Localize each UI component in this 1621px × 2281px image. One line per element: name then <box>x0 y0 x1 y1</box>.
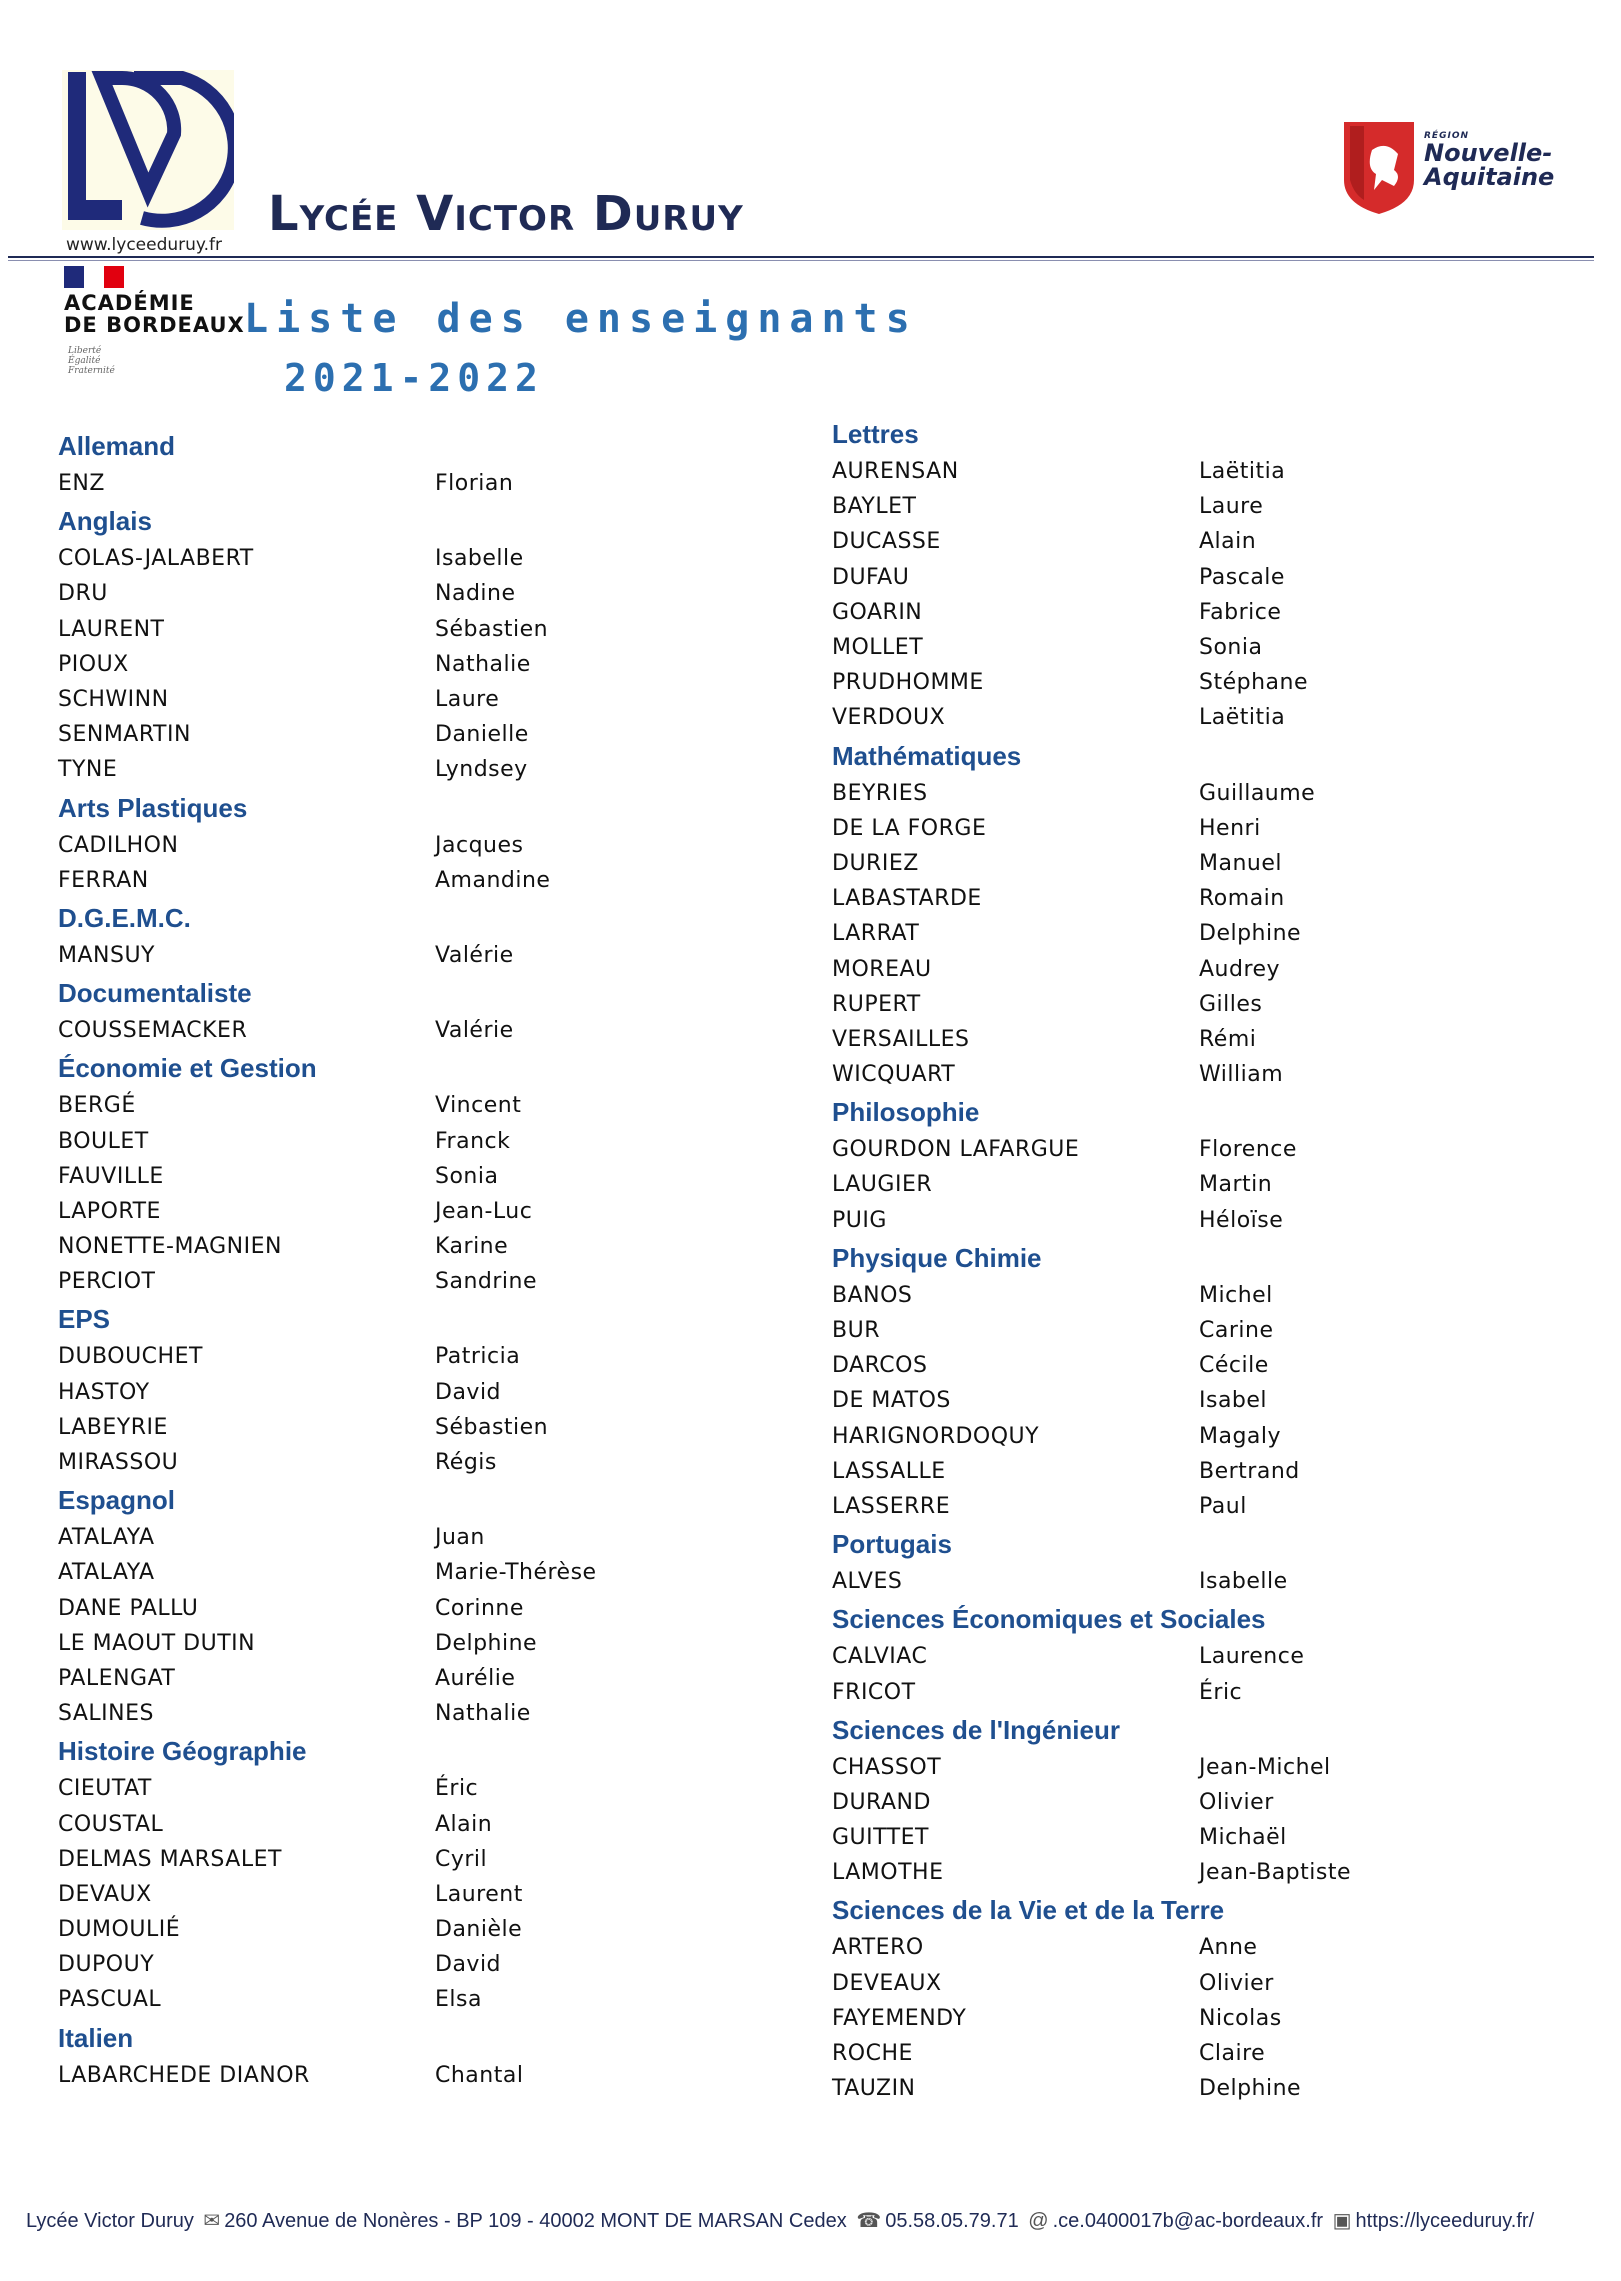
teacher-first-name: Delphine <box>1199 2076 1302 2102</box>
marianne-flag-icon <box>64 266 124 288</box>
teacher-first-name: Jean-Baptiste <box>1199 1860 1352 1886</box>
teacher-row <box>832 1313 1552 1348</box>
devise-line: Liberté <box>68 346 102 356</box>
teacher-row <box>832 1348 1552 1383</box>
teacher-first-name: Valérie <box>435 1018 514 1044</box>
teacher-row <box>832 776 1552 811</box>
teacher-first-name: William <box>1199 1062 1284 1088</box>
teacher-last-name: ALVES <box>832 1569 903 1595</box>
teacher-last-name: DE MATOS <box>832 1388 951 1414</box>
document-title: Liste des enseignants <box>244 296 918 342</box>
teacher-row <box>832 881 1552 916</box>
teacher-row <box>58 1771 778 1806</box>
subject-heading: Documentaliste <box>58 978 252 1009</box>
teacher-row <box>832 1639 1552 1674</box>
teacher-first-name: Patricia <box>435 1344 521 1370</box>
teacher-last-name: DURIEZ <box>832 850 919 876</box>
teacher-first-name: Olivier <box>1199 1970 1274 1996</box>
teacher-first-name: Rémi <box>1199 1026 1257 1052</box>
subject-heading: Arts Plastiques <box>58 792 248 823</box>
teacher-last-name: DE LA FORGE <box>832 815 987 841</box>
footer <box>26 2208 1534 2233</box>
teacher-first-name: Isabel <box>1199 1388 1268 1414</box>
teacher-first-name: Laëtitia <box>1199 705 1286 731</box>
teacher-last-name: CHASSOT <box>832 1754 942 1780</box>
subject-heading: Sciences de la Vie et de la Terre <box>832 1895 1225 1926</box>
teacher-last-name: DUBOUCHET <box>58 1344 203 1370</box>
teacher-last-name: DANE PALLU <box>58 1595 199 1621</box>
teacher-row <box>832 560 1552 595</box>
teacher-row <box>832 2001 1552 2036</box>
teacher-row <box>832 1167 1552 1202</box>
teacher-first-name: Delphine <box>435 1630 538 1656</box>
teacher-row <box>832 1057 1552 1092</box>
teacher-row <box>832 454 1552 489</box>
teacher-row <box>832 1750 1552 1785</box>
teacher-row <box>58 1088 778 1123</box>
teacher-row <box>832 595 1552 630</box>
teacher-first-name: Pascale <box>1199 564 1285 590</box>
academie-line-2: DE BORDEAUX <box>64 313 245 337</box>
teacher-first-name: Juan <box>435 1525 485 1551</box>
teacher-first-name: Corinne <box>435 1595 524 1621</box>
academie-name <box>64 292 245 336</box>
teacher-last-name: PERCIOT <box>58 1269 156 1295</box>
phone-icon: ☎ <box>856 2210 882 2232</box>
teacher-row <box>832 665 1552 700</box>
teacher-first-name: Héloïse <box>1199 1207 1284 1233</box>
teacher-row <box>832 1454 1552 1489</box>
teacher-last-name: FAUVILLE <box>58 1163 164 1189</box>
teacher-first-name: Cyril <box>435 1846 488 1872</box>
teacher-row <box>58 1806 778 1841</box>
teacher-last-name: CADILHON <box>58 832 179 858</box>
teacher-first-name: Cécile <box>1199 1353 1269 1379</box>
teacher-last-name: GOARIN <box>832 599 923 625</box>
teacher-first-name: Sébastien <box>435 1414 549 1440</box>
teacher-first-name: Laurent <box>435 1881 523 1907</box>
teacher-last-name: LAMOTHE <box>832 1860 944 1886</box>
subject-heading: D.G.E.M.C. <box>58 902 191 933</box>
teacher-row <box>832 1855 1552 1890</box>
teacher-row <box>58 863 778 898</box>
teacher-row <box>58 1982 778 2017</box>
teacher-last-name: LABARCHEDE DIANOR <box>58 2062 310 2088</box>
teacher-last-name: AURENSAN <box>832 459 959 485</box>
teacher-row <box>832 1930 1552 1965</box>
teacher-last-name: LE MAOUT DUTIN <box>58 1630 256 1656</box>
teacher-row <box>832 1203 1552 1238</box>
teacher-first-name: Claire <box>1199 2041 1266 2067</box>
teacher-row <box>58 1842 778 1877</box>
teacher-row <box>58 1339 778 1374</box>
teacher-row <box>58 1375 778 1410</box>
teacher-last-name: GOURDON LAFARGUE <box>832 1137 1080 1163</box>
teacher-last-name: FRICOT <box>832 1679 916 1705</box>
teacher-first-name: Régis <box>435 1450 497 1476</box>
footer-phone: 05.58.05.79.71 <box>885 2210 1019 2232</box>
teacher-row <box>58 1159 778 1194</box>
teacher-first-name: Danielle <box>435 722 529 748</box>
teacher-first-name: Carine <box>1199 1318 1274 1344</box>
teacher-first-name: Éric <box>435 1776 479 1802</box>
teacher-row <box>58 2058 778 2093</box>
teacher-row <box>58 682 778 717</box>
teacher-row <box>58 828 778 863</box>
teacher-first-name: Bertrand <box>1199 1458 1300 1484</box>
teacher-first-name: Nicolas <box>1199 2005 1282 2031</box>
teacher-last-name: DEVEAUX <box>832 1970 942 1996</box>
region-name-2: Aquitaine <box>1424 163 1555 191</box>
teacher-last-name: WICQUART <box>832 1062 956 1088</box>
teacher-last-name: VERDOUX <box>832 705 946 731</box>
subject-heading: EPS <box>58 1304 111 1335</box>
subject-heading: Portugais <box>832 1529 952 1560</box>
header-rule-thin <box>8 260 1594 261</box>
teacher-row <box>58 612 778 647</box>
teacher-row <box>832 846 1552 881</box>
teacher-first-name: Audrey <box>1199 956 1281 982</box>
teacher-first-name: Sonia <box>435 1163 499 1189</box>
teacher-first-name: Valérie <box>435 942 514 968</box>
teacher-last-name: DEVAUX <box>58 1881 152 1907</box>
teacher-row <box>832 951 1552 986</box>
teacher-first-name: Danièle <box>435 1917 523 1943</box>
teacher-last-name: LABASTARDE <box>832 886 982 912</box>
lycee-logo <box>62 70 234 230</box>
teacher-last-name: SCHWINN <box>58 687 169 713</box>
at-icon: @ <box>1028 2210 1049 2232</box>
left-column <box>58 426 778 2093</box>
teacher-last-name: ARTERO <box>832 1935 924 1961</box>
teacher-last-name: VERSAILLES <box>832 1026 970 1052</box>
teacher-first-name: Isabelle <box>435 546 524 572</box>
teacher-last-name: DUMOULIÉ <box>58 1917 181 1943</box>
teacher-first-name: Lyndsey <box>435 757 528 783</box>
teacher-first-name: Michel <box>1199 1282 1273 1308</box>
teacher-first-name: Magaly <box>1199 1423 1282 1449</box>
teacher-row <box>832 1820 1552 1855</box>
footer-address: 260 Avenue de Nonères - BP 109 - 40002 MONT DE MARSAN Cedex <box>224 2210 847 2232</box>
footer-school: Lycée Victor Duruy <box>26 2210 194 2232</box>
subject-heading: Espagnol <box>58 1485 176 1516</box>
teacher-row <box>832 630 1552 665</box>
teacher-row <box>58 938 778 973</box>
teacher-first-name: Gilles <box>1199 991 1263 1017</box>
teacher-last-name: DURAND <box>832 1789 931 1815</box>
teacher-row <box>58 1123 778 1158</box>
teacher-row <box>58 541 778 576</box>
region-name <box>1424 132 1554 189</box>
teacher-row <box>832 987 1552 1022</box>
teacher-last-name: TAUZIN <box>832 2076 916 2102</box>
teacher-last-name: BAYLET <box>832 494 917 520</box>
footer-email[interactable]: .ce.0400017b@ac-bordeaux.fr <box>1052 2210 1324 2232</box>
teacher-first-name: Aurélie <box>435 1665 516 1691</box>
teacher-row <box>832 489 1552 524</box>
teacher-first-name: Anne <box>1199 1935 1258 1961</box>
teacher-row <box>832 1674 1552 1709</box>
region-shield-icon <box>1342 120 1416 216</box>
teacher-row <box>832 1489 1552 1524</box>
teacher-last-name: ROCHE <box>832 2041 913 2067</box>
region-name-1: Nouvelle- <box>1424 139 1553 167</box>
teacher-row <box>58 576 778 611</box>
subject-heading: Économie et Gestion <box>58 1053 317 1084</box>
teacher-row <box>58 1445 778 1480</box>
teacher-row <box>832 1419 1552 1454</box>
teacher-row <box>832 524 1552 559</box>
teacher-first-name: Olivier <box>1199 1789 1274 1815</box>
teacher-last-name: DRU <box>58 581 108 607</box>
teacher-first-name: Jean-Luc <box>435 1198 533 1224</box>
teacher-first-name: Michaël <box>1199 1825 1287 1851</box>
academie-line-1: ACADÉMIE <box>64 291 195 315</box>
teacher-first-name: Franck <box>435 1128 511 1154</box>
teacher-first-name: Laurence <box>1199 1644 1305 1670</box>
teacher-row <box>58 1626 778 1661</box>
teacher-last-name: MANSUY <box>58 942 155 968</box>
teacher-first-name: Alain <box>435 1811 493 1837</box>
subject-heading: Philosophie <box>832 1097 980 1128</box>
teacher-row <box>58 1013 778 1048</box>
subject-heading: Allemand <box>58 431 176 461</box>
subject-heading: Italien <box>58 2022 134 2053</box>
teacher-first-name: Chantal <box>435 2062 524 2088</box>
teacher-last-name: FAYEMENDY <box>832 2005 967 2031</box>
teacher-row <box>58 1410 778 1445</box>
teacher-first-name: Karine <box>435 1234 509 1260</box>
teacher-first-name: Nadine <box>435 581 516 607</box>
teacher-last-name: ATALAYA <box>58 1525 155 1551</box>
teacher-row <box>832 916 1552 951</box>
teacher-last-name: DUFAU <box>832 564 910 590</box>
teacher-last-name: PASCUAL <box>58 1987 162 2013</box>
teacher-row <box>58 1912 778 1947</box>
teacher-row <box>58 717 778 752</box>
teacher-row <box>58 1877 778 1912</box>
teacher-last-name: PRUDHOMME <box>832 670 984 696</box>
envelope-icon: ✉ <box>203 2210 221 2232</box>
teacher-last-name: DARCOS <box>832 1353 928 1379</box>
teacher-last-name: SALINES <box>58 1701 154 1727</box>
teacher-first-name: Marie-Thérèse <box>435 1560 597 1586</box>
teacher-row <box>832 1966 1552 2001</box>
teacher-row <box>832 1022 1552 1057</box>
teacher-last-name: MOLLET <box>832 635 924 661</box>
teacher-first-name: Sandrine <box>435 1269 537 1295</box>
teacher-last-name: DELMAS MARSALET <box>58 1846 282 1872</box>
teacher-row <box>58 466 778 501</box>
devise <box>68 346 115 376</box>
subject-heading: Mathématiques <box>832 740 1022 771</box>
teacher-row <box>58 1591 778 1626</box>
subject-heading: Physique Chimie <box>832 1242 1042 1273</box>
teacher-first-name: Martin <box>1199 1172 1273 1198</box>
teacher-first-name: Éric <box>1199 1679 1243 1705</box>
teacher-row <box>832 1132 1552 1167</box>
teacher-last-name: BOULET <box>58 1128 149 1154</box>
teacher-first-name: Stéphane <box>1199 670 1308 696</box>
computer-icon: ▣ <box>1332 2210 1352 2232</box>
teacher-first-name: Florian <box>435 471 514 497</box>
teacher-last-name: ENZ <box>58 471 105 497</box>
teacher-last-name: PIOUX <box>58 651 129 677</box>
teacher-last-name: LASSALLE <box>832 1458 946 1484</box>
teacher-row <box>58 1947 778 1982</box>
teacher-last-name: LABEYRIE <box>58 1414 168 1440</box>
teacher-row <box>58 1520 778 1555</box>
teacher-last-name: COUSTAL <box>58 1811 164 1837</box>
teacher-row <box>58 1229 778 1264</box>
devise-line: Fraternité <box>68 366 115 376</box>
teacher-row <box>832 1785 1552 1820</box>
teacher-last-name: CALVIAC <box>832 1644 928 1670</box>
teacher-row <box>58 752 778 787</box>
teacher-first-name: Amandine <box>435 867 551 893</box>
teacher-first-name: Guillaume <box>1199 780 1316 806</box>
teacher-first-name: Isabelle <box>1199 1569 1288 1595</box>
teacher-first-name: Jean-Michel <box>1199 1754 1331 1780</box>
teacher-first-name: Alain <box>1199 529 1257 555</box>
teacher-last-name: FERRAN <box>58 867 149 893</box>
teacher-last-name: BEYRIES <box>832 780 928 806</box>
teacher-last-name: NONETTE-MAGNIEN <box>58 1234 282 1260</box>
document-year: 2021-2022 <box>284 356 544 400</box>
footer-website[interactable]: https://lyceeduruy.fr/ <box>1355 2210 1535 2232</box>
teacher-first-name: Laure <box>1199 494 1264 520</box>
teacher-last-name: LAUGIER <box>832 1172 933 1198</box>
school-name: Lycée Victor Duruy <box>268 186 744 242</box>
teacher-first-name: Sébastien <box>435 616 549 642</box>
teacher-row <box>832 1278 1552 1313</box>
teacher-row <box>58 647 778 682</box>
teacher-first-name: Vincent <box>435 1093 522 1119</box>
devise-line: Égalité <box>68 356 101 366</box>
teacher-row <box>832 1383 1552 1418</box>
teacher-row <box>58 1661 778 1696</box>
teacher-last-name: LAURENT <box>58 616 165 642</box>
teacher-last-name: LAPORTE <box>58 1198 161 1224</box>
teacher-last-name: HASTOY <box>58 1379 150 1405</box>
teacher-last-name: ATALAYA <box>58 1560 155 1586</box>
subject-heading: Sciences de l'Ingénieur <box>832 1714 1120 1745</box>
teacher-row <box>58 1264 778 1299</box>
teacher-last-name: DUCASSE <box>832 529 941 555</box>
teacher-first-name: David <box>435 1379 502 1405</box>
teacher-first-name: Nathalie <box>435 1701 531 1727</box>
teacher-first-name: Jacques <box>435 832 524 858</box>
teacher-first-name: Manuel <box>1199 850 1282 876</box>
teacher-last-name: PALENGAT <box>58 1665 176 1691</box>
teacher-first-name: Delphine <box>1199 921 1302 947</box>
teacher-first-name: Florence <box>1199 1137 1297 1163</box>
teacher-row <box>832 811 1552 846</box>
teacher-first-name: Nathalie <box>435 651 531 677</box>
teacher-first-name: Fabrice <box>1199 599 1282 625</box>
teacher-first-name: Paul <box>1199 1493 1247 1519</box>
teacher-row <box>832 2036 1552 2071</box>
teacher-row <box>832 700 1552 735</box>
teacher-first-name: Sonia <box>1199 635 1263 661</box>
teacher-row <box>832 2071 1552 2106</box>
subject-heading: Anglais <box>58 506 152 537</box>
teacher-last-name: BANOS <box>832 1282 913 1308</box>
teacher-first-name: Laure <box>435 687 500 713</box>
teacher-row <box>58 1194 778 1229</box>
teacher-last-name: LARRAT <box>832 921 920 947</box>
teacher-row <box>58 1696 778 1731</box>
teacher-row <box>832 1564 1552 1599</box>
teacher-last-name: DUPOUY <box>58 1952 155 1978</box>
subject-heading: Lettres <box>832 419 919 449</box>
teacher-last-name: CIEUTAT <box>58 1776 152 1802</box>
subject-heading: Sciences Économiques et Sociales <box>832 1604 1266 1635</box>
teacher-last-name: TYNE <box>58 757 118 783</box>
teacher-last-name: BUR <box>832 1318 880 1344</box>
teacher-row <box>58 1555 778 1590</box>
right-column <box>832 414 1552 2106</box>
teacher-last-name: MIRASSOU <box>58 1450 179 1476</box>
teacher-first-name: Elsa <box>435 1987 482 2013</box>
teacher-last-name: GUITTET <box>832 1825 929 1851</box>
region-label: RÉGION <box>1424 131 1469 141</box>
teacher-first-name: Laëtitia <box>1199 459 1286 485</box>
teacher-last-name: PUIG <box>832 1207 887 1233</box>
teacher-last-name: COLAS-JALABERT <box>58 546 254 572</box>
logo-url: www.lyceeduruy.fr <box>66 235 222 255</box>
teacher-last-name: SENMARTIN <box>58 722 191 748</box>
teacher-last-name: MOREAU <box>832 956 932 982</box>
teacher-first-name: David <box>435 1952 502 1978</box>
teacher-last-name: HARIGNORDOQUY <box>832 1423 1040 1449</box>
teacher-first-name: Henri <box>1199 815 1261 841</box>
teacher-last-name: COUSSEMACKER <box>58 1018 248 1044</box>
subject-heading: Histoire Géographie <box>58 1736 307 1767</box>
teacher-last-name: RUPERT <box>832 991 921 1017</box>
header-rule <box>8 256 1594 258</box>
teacher-last-name: LASSERRE <box>832 1493 951 1519</box>
teacher-first-name: Romain <box>1199 886 1285 912</box>
teacher-last-name: BERGÉ <box>58 1093 136 1119</box>
